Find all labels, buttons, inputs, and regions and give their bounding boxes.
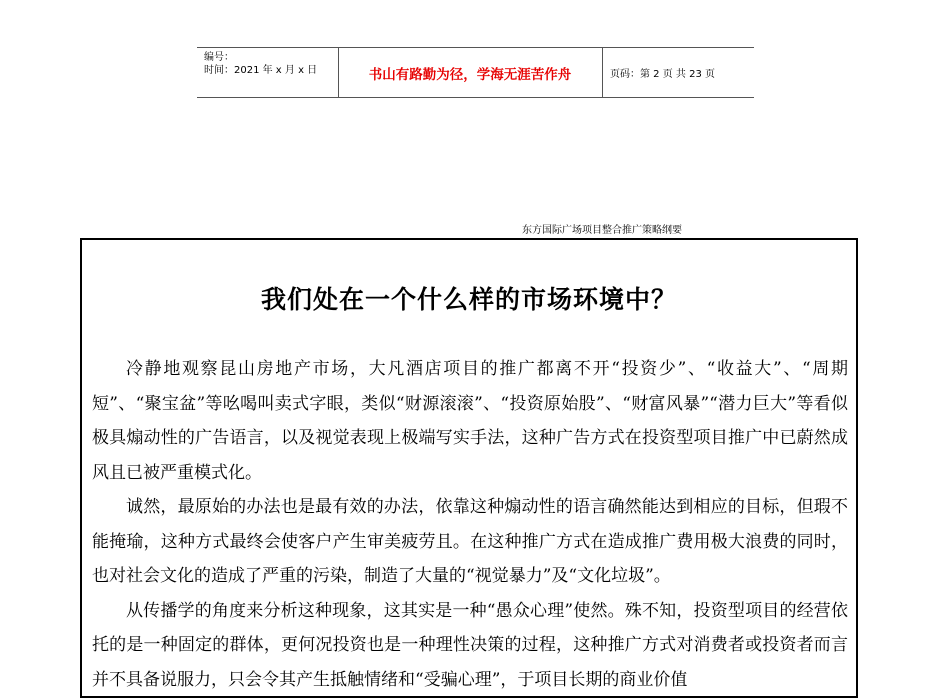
body-text (92, 352, 848, 697)
document-number-label: 编号： (204, 52, 234, 63)
document-subtitle: 东方国际广场项目整合推广策略纲要 (522, 225, 682, 236)
document-date: 时间：2021 年 x 月 x 日 (204, 65, 318, 76)
paragraph: 从传播学的角度来分析这种现象，这其实是一种“愚众心理”使然。殊不知，投资型项目的经营依托的是一种固定的群体，更何况投资也是一种理性决策的过程，这种推广方式对消费者或投资者而言并不具备说服力，只会令其产生抵触情绪和“受骗心理”，于项目长期的商业价值 (92, 600, 848, 690)
page-header (197, 47, 754, 98)
header-meta (204, 51, 334, 77)
page-info: 页码：第 2 页 共 23 页 (610, 69, 715, 80)
content-frame (80, 238, 858, 698)
header-divider (602, 48, 603, 97)
paragraph: 诚然，最原始的办法也是最有效的办法，依靠这种煽动性的语言确然能达到相应的目标，但瑕不能掩瑜，这种方式最终会使客户产生审美疲劳且。在这种推广方式在造成推广费用极大浪费的同时，也对社会文化的造成了严重的污染，制造了大量的“视觉暴力”及“文化垃圾”。 (92, 497, 848, 586)
main-heading: 我们处在一个什么样的市场环境中？ (260, 285, 677, 314)
paragraph: 冷静地观察昆山房地产市场，大凡酒店项目的推广都离不开“投资少”、“收益大”、“周期短”、“聚宝盆”等吆喝叫卖式字眼，类似“财源滚滚”、“投资原始股”、“财富风暴”“潜力巨大”等看似极具煽动性的广告语言，以及视觉表现上极端写实手法，这种广告方式在投资型项目推广中已蔚然成风且已被严重模式化。 (92, 359, 848, 483)
header-motto: 书山有路勤为径，学海无涯苦作舟 (368, 66, 572, 83)
